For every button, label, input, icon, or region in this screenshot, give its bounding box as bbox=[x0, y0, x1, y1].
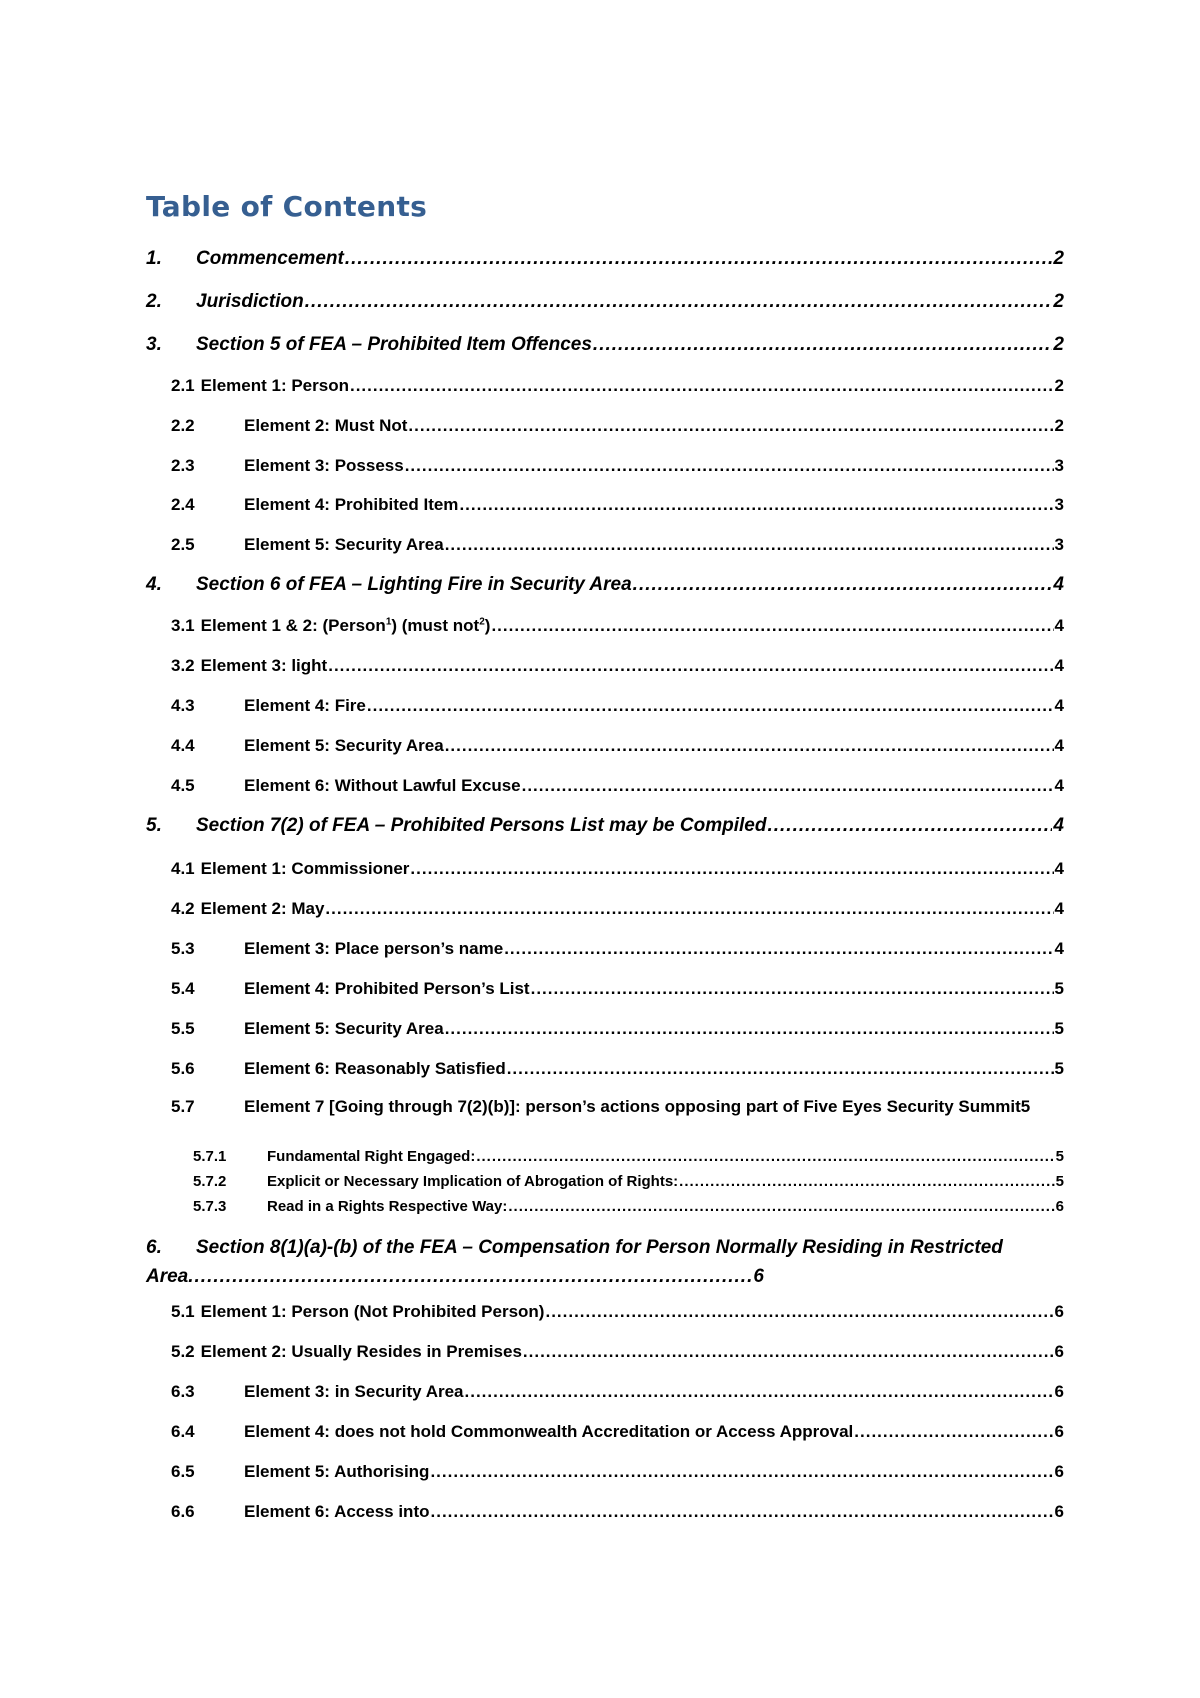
entry-page: 4 bbox=[1054, 776, 1064, 795]
toc-entry[interactable] bbox=[171, 1501, 1064, 1523]
dot-leader bbox=[476, 1146, 1054, 1168]
toc-entry[interactable] bbox=[171, 1301, 1064, 1323]
toc-entry[interactable] bbox=[171, 615, 1064, 637]
entry-page: 4 bbox=[1054, 656, 1064, 675]
entry-page: 6 bbox=[753, 1266, 764, 1287]
dot-leader bbox=[405, 455, 1054, 477]
entry-page: 5 bbox=[1055, 1148, 1064, 1165]
entry-page: 6 bbox=[1055, 1198, 1064, 1215]
toc-entry[interactable] bbox=[146, 574, 1064, 596]
entry-number: 4.2 bbox=[171, 899, 195, 918]
entry-label: Section 6 of FEA – Lighting Fire in Security Area bbox=[196, 574, 632, 595]
dot-leader bbox=[465, 1381, 1054, 1403]
toc-entry[interactable] bbox=[171, 858, 1064, 880]
entry-label: Element 3: in Security Area bbox=[244, 1382, 464, 1401]
entry-page: 3 bbox=[1054, 495, 1064, 514]
entry-number: 2.3 bbox=[171, 456, 195, 475]
entry-label: Element 5: Authorising bbox=[244, 1462, 430, 1481]
entry-label: Jurisdiction bbox=[196, 291, 304, 312]
toc-entry[interactable] bbox=[171, 1381, 1064, 1403]
entry-page: 4 bbox=[1053, 574, 1064, 595]
entry-number: 2. bbox=[146, 291, 162, 312]
dot-leader bbox=[491, 615, 1053, 637]
dot-leader bbox=[431, 1501, 1054, 1523]
entry-number: 6. bbox=[146, 1237, 162, 1258]
toc-entry[interactable] bbox=[193, 1196, 1064, 1218]
entry-page: 6 bbox=[1054, 1342, 1064, 1361]
entry-number: 5.2 bbox=[171, 1342, 195, 1361]
dot-leader bbox=[445, 735, 1054, 757]
dot-leader bbox=[408, 415, 1053, 437]
entry-label: Element 4: does not hold Commonwealth Accreditation or Access Approval bbox=[244, 1422, 854, 1441]
dot-leader bbox=[410, 858, 1053, 880]
entry-page: 5 bbox=[1020, 1097, 1031, 1116]
entry-label: Element 3: Possess bbox=[244, 456, 404, 475]
toc-entry[interactable]: 6. Section 8(1)(a)-(b) of the FEA – Compensation for Person Normally Residing in Restricted Area..........................................................................................6 bbox=[146, 1233, 1064, 1291]
entry-label: Element 1: Commissioner bbox=[200, 859, 410, 878]
toc-entry[interactable] bbox=[171, 1018, 1064, 1040]
entry-label: Element 6: Access into bbox=[244, 1502, 430, 1521]
entry-number: 5.5 bbox=[171, 1019, 195, 1038]
dot-leader bbox=[531, 978, 1054, 1000]
toc-entry[interactable] bbox=[171, 1058, 1064, 1080]
entry-label: Element 4: Prohibited Item bbox=[244, 495, 459, 514]
entry-label: Element 4: Fire bbox=[244, 696, 366, 715]
entry-number: 5.4 bbox=[171, 979, 195, 998]
toc-entry[interactable] bbox=[171, 938, 1064, 960]
entry-page: 5 bbox=[1054, 1019, 1064, 1038]
entry-label: Element 5: Security Area bbox=[244, 1019, 444, 1038]
entry-number: 6.3 bbox=[171, 1382, 195, 1401]
toc-entry[interactable] bbox=[146, 334, 1064, 356]
entry-page: 4 bbox=[1054, 736, 1064, 755]
entry-page: 4 bbox=[1053, 815, 1064, 836]
entry-page: 4 bbox=[1054, 696, 1064, 715]
entry-number: 3.1 bbox=[171, 616, 195, 635]
entry-number: 4.3 bbox=[171, 696, 195, 715]
entry-label: Read in a Rights Respective Way: bbox=[267, 1198, 508, 1215]
toc-entry[interactable] bbox=[171, 775, 1064, 797]
entry-label: Fundamental Right Engaged: bbox=[267, 1148, 476, 1165]
dot-leader bbox=[305, 291, 1053, 313]
entry-number: 3.2 bbox=[171, 656, 195, 675]
entry-page: 4 bbox=[1054, 939, 1064, 958]
toc-entry[interactable] bbox=[171, 898, 1064, 920]
toc-title: Table of Contents bbox=[146, 190, 428, 223]
toc-entry[interactable] bbox=[146, 291, 1064, 313]
entry-page: 4 bbox=[1054, 859, 1064, 878]
entry-label: Element 6: Without Lawful Excuse bbox=[244, 776, 521, 795]
entry-label: Element 5: Security Area bbox=[244, 736, 444, 755]
entry-number: 6.5 bbox=[171, 1462, 195, 1481]
entry-label: Element 1: Person bbox=[200, 376, 349, 395]
dot-leader bbox=[767, 815, 1052, 837]
entry-number: 3. bbox=[146, 334, 162, 355]
toc-entry[interactable] bbox=[146, 248, 1064, 270]
toc-entry[interactable] bbox=[171, 375, 1064, 397]
dot-leader bbox=[523, 1341, 1054, 1363]
entry-number: 6.6 bbox=[171, 1502, 195, 1521]
entry-page: 2 bbox=[1053, 334, 1064, 355]
toc-entry[interactable] bbox=[171, 978, 1064, 1000]
entry-page: 5 bbox=[1054, 1059, 1064, 1078]
toc-entry[interactable] bbox=[171, 655, 1064, 677]
toc-entry[interactable] bbox=[171, 735, 1064, 757]
dot-leader bbox=[445, 534, 1054, 556]
dot-leader bbox=[325, 898, 1053, 920]
entry-page: 6 bbox=[1054, 1422, 1064, 1441]
toc-entry[interactable] bbox=[193, 1146, 1064, 1168]
entry-label: Element 1: Person (Not Prohibited Person) bbox=[200, 1302, 545, 1321]
toc-entry[interactable] bbox=[171, 695, 1064, 717]
entry-number: 2.4 bbox=[171, 495, 195, 514]
entry-page: 5 bbox=[1054, 979, 1064, 998]
entry-number: 5.3 bbox=[171, 939, 195, 958]
entry-number: 5.7.3 bbox=[193, 1198, 227, 1215]
entry-label: Element 6: Reasonably Satisfied bbox=[244, 1059, 506, 1078]
toc-entry[interactable] bbox=[171, 534, 1064, 556]
toc-entry[interactable] bbox=[171, 1421, 1064, 1443]
dot-leader bbox=[430, 1461, 1053, 1483]
entry-number: 5.7.2 bbox=[193, 1173, 227, 1190]
entry-number: 4. bbox=[146, 574, 162, 595]
toc-entry[interactable] bbox=[171, 455, 1064, 477]
entry-label: Commencement bbox=[196, 248, 344, 269]
dot-leader bbox=[350, 375, 1054, 397]
entry-number: 6.4 bbox=[171, 1422, 195, 1441]
toc-entry[interactable] bbox=[146, 815, 1064, 837]
toc-entry[interactable] bbox=[193, 1171, 1064, 1193]
entry-page: 6 bbox=[1054, 1462, 1064, 1481]
entry-label: Section 8(1)(a)-(b) of the FEA – Compensation for Person Normally Residing in Restricted Area bbox=[146, 1237, 1003, 1287]
entry-label: Element 1 & 2: (Person$^1$) (must not$^2$) bbox=[200, 616, 491, 635]
entry-label: Element 7 [Going through 7(2)(b)]: person’s actions opposing part of Five Eyes Security Summit bbox=[244, 1097, 1021, 1116]
entry-number: 4.5 bbox=[171, 776, 195, 795]
entry-page: 3 bbox=[1054, 456, 1064, 475]
entry-number: 5.7.1 bbox=[193, 1148, 227, 1165]
entry-page: 4 bbox=[1054, 899, 1064, 918]
entry-page: 2 bbox=[1054, 416, 1064, 435]
entry-label: Element 3: light bbox=[200, 656, 328, 675]
dot-leader bbox=[345, 248, 1053, 270]
entry-label: Explicit or Necessary Implication of Abrogation of Rights: bbox=[267, 1173, 679, 1190]
entry-label: Element 2: Usually Resides in Premises bbox=[200, 1342, 522, 1361]
entry-page: 2 bbox=[1053, 248, 1064, 269]
entry-page: 6 bbox=[1054, 1502, 1064, 1521]
entry-page: 6 bbox=[1054, 1302, 1064, 1321]
toc-entry[interactable] bbox=[171, 1094, 1064, 1120]
entry-number: 4.4 bbox=[171, 736, 195, 755]
entry-page: 5 bbox=[1055, 1173, 1064, 1190]
entry-page: 2 bbox=[1054, 376, 1064, 395]
entry-number: 2.1 bbox=[171, 376, 195, 395]
entry-number: 5. bbox=[146, 815, 162, 836]
entry-label: Element 2: May bbox=[200, 899, 325, 918]
dot-leader bbox=[328, 655, 1053, 677]
entry-label: Element 5: Security Area bbox=[244, 535, 444, 554]
dot-leader bbox=[545, 1301, 1053, 1323]
toc-entry[interactable] bbox=[171, 1341, 1064, 1363]
dot-leader bbox=[633, 574, 1053, 596]
entry-number: 1. bbox=[146, 248, 162, 269]
toc-entry[interactable] bbox=[171, 494, 1064, 516]
dot-leader bbox=[367, 695, 1054, 717]
toc-entry[interactable] bbox=[171, 1461, 1064, 1483]
dot-leader bbox=[854, 1421, 1053, 1443]
entry-page: 6 bbox=[1054, 1382, 1064, 1401]
entry-label: Element 2: Must Not bbox=[244, 416, 408, 435]
entry-number: 4.1 bbox=[171, 859, 195, 878]
entry-label: Element 3: Place person’s name bbox=[244, 939, 504, 958]
entry-page: 4 bbox=[1054, 616, 1064, 635]
entry-page: 2 bbox=[1053, 291, 1064, 312]
toc-entry[interactable] bbox=[171, 415, 1064, 437]
entry-number: 2.5 bbox=[171, 535, 195, 554]
entry-number: 5.7 bbox=[171, 1097, 195, 1116]
dot-leader bbox=[507, 1058, 1054, 1080]
entry-label: Element 4: Prohibited Person’s List bbox=[244, 979, 530, 998]
dot-leader bbox=[459, 494, 1053, 516]
entry-label: Section 5 of FEA – Prohibited Item Offences bbox=[196, 334, 592, 355]
dot-leader bbox=[593, 334, 1053, 356]
dot-leader bbox=[522, 775, 1054, 797]
dot-leader bbox=[445, 1018, 1054, 1040]
entry-label: Section 7(2) of FEA – Prohibited Persons List may be Compiled bbox=[196, 815, 767, 836]
entry-page: 3 bbox=[1054, 535, 1064, 554]
dot-leader bbox=[508, 1196, 1054, 1218]
dot-leader bbox=[504, 938, 1053, 960]
entry-number: 5.1 bbox=[171, 1302, 195, 1321]
entry-number: 2.2 bbox=[171, 416, 195, 435]
dot-leader bbox=[679, 1171, 1054, 1193]
entry-number: 5.6 bbox=[171, 1059, 195, 1078]
